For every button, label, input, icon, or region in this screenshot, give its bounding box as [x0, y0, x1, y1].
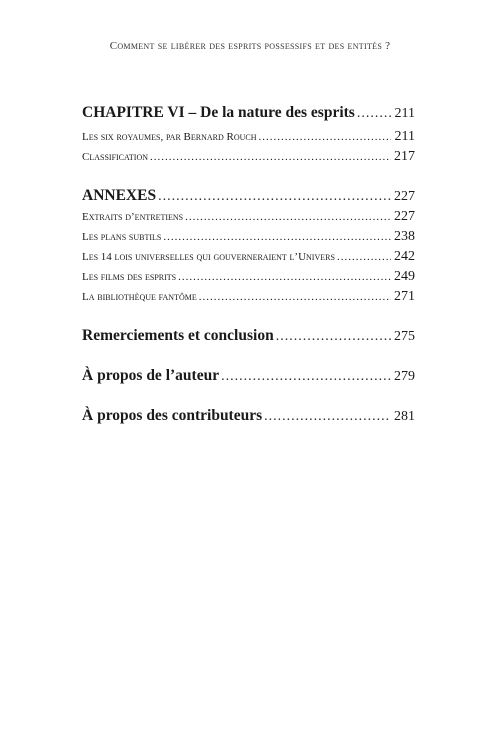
toc-entry-classification[interactable]	[82, 149, 415, 169]
dot-leader	[259, 131, 391, 143]
toc-entry-auteur[interactable]	[82, 367, 415, 389]
toc-entry-six-royaumes[interactable]	[82, 129, 415, 149]
dot-leader	[150, 151, 391, 163]
dot-leader	[221, 369, 391, 385]
toc-entry-title: À propos des contributeurs	[82, 407, 263, 424]
toc-entry-page: 211	[394, 106, 415, 121]
table-of-contents	[82, 100, 415, 429]
toc-entry-bibliotheque[interactable]	[82, 289, 415, 309]
dot-leader	[276, 329, 391, 345]
toc-entry-page: 211	[394, 129, 415, 144]
dot-leader	[264, 409, 391, 425]
toc-entry-title: Remerciements et conclusion	[82, 327, 274, 344]
dot-leader	[199, 291, 391, 303]
toc-entry-title: Les plans subtils	[82, 231, 162, 243]
dot-leader	[163, 231, 391, 243]
toc-entry-page: 275	[394, 329, 415, 344]
toc-entry-page: 217	[394, 149, 415, 164]
toc-entry-page: 249	[394, 269, 415, 284]
toc-entry-title: Les films des esprits	[82, 271, 177, 283]
dot-leader	[337, 251, 391, 263]
toc-entry-title: Les six royaumes, par Bernard Rouch	[82, 131, 257, 143]
toc-entry-page: 242	[394, 249, 415, 264]
toc-entry-title: La bibliothèque fantôme	[82, 291, 197, 303]
dot-leader	[178, 271, 391, 283]
toc-entry-films-esprits[interactable]	[82, 269, 415, 289]
toc-entry-page: 279	[394, 369, 415, 384]
toc-entry-extraits[interactable]	[82, 209, 415, 229]
toc-entry-title: À propos de l’auteur	[82, 367, 220, 384]
toc-entry-chapter-6[interactable]	[82, 104, 415, 126]
toc-entry-title: Classification	[82, 151, 149, 163]
toc-entry-page: 281	[394, 409, 415, 424]
toc-entry-lois-universelles[interactable]	[82, 249, 415, 269]
toc-entry-title: ANNEXES	[82, 187, 157, 204]
toc-entry-page: 227	[394, 209, 415, 224]
toc-entry-remerciements[interactable]	[82, 327, 415, 349]
toc-entry-annexes[interactable]	[82, 187, 415, 209]
running-head: Comment se libérer des esprits possessifs et des entités ?	[109, 40, 391, 52]
toc-entry-title: CHAPITRE VI – De la nature des esprits	[82, 104, 355, 121]
toc-entry-contributeurs[interactable]	[82, 407, 415, 429]
toc-entry-page: 227	[394, 189, 415, 204]
toc-entry-title: Extraits d’entretiens	[82, 211, 184, 223]
dot-leader	[158, 189, 391, 205]
toc-entry-plans-subtils[interactable]	[82, 229, 415, 249]
dot-leader	[357, 106, 391, 122]
toc-entry-title: Les 14 lois universelles qui gouverneraient l’Univers	[82, 251, 335, 263]
toc-entry-page: 238	[394, 229, 415, 244]
dot-leader	[185, 211, 391, 223]
toc-entry-page: 271	[394, 289, 415, 304]
